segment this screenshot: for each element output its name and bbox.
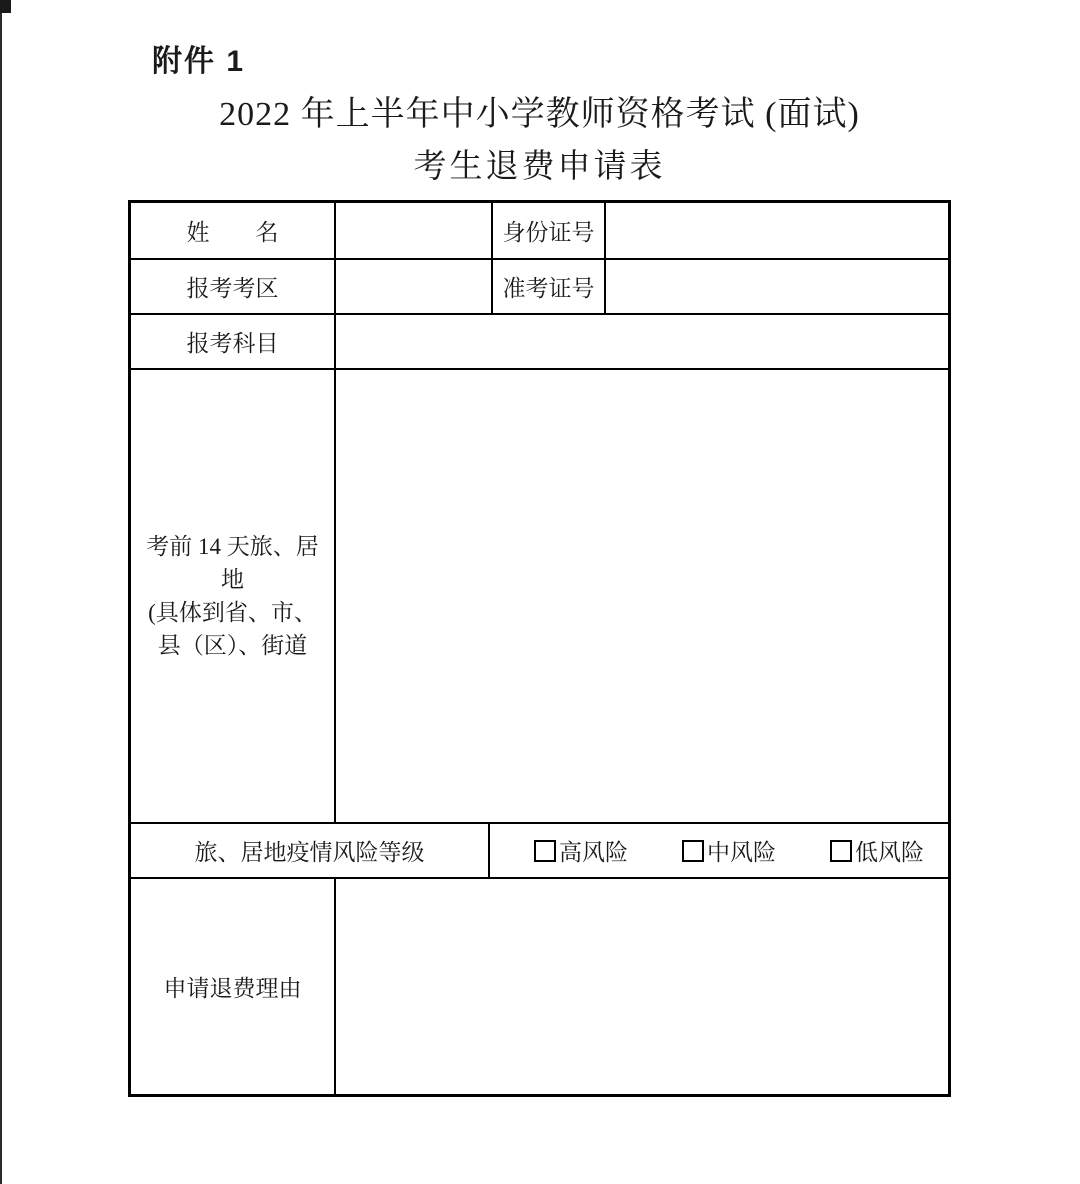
- risk-level-label: 旅、居地疫情风险等级: [131, 824, 490, 877]
- high-risk-checkbox-icon[interactable]: [534, 840, 556, 862]
- medium-risk-option[interactable]: [682, 834, 776, 867]
- document-title-line2: 考生退费申请表: [413, 149, 666, 185]
- exam-district-label: 报考考区: [131, 260, 336, 313]
- table-row-district-ticket: [131, 260, 948, 315]
- travel-history-label-line2: (具体到省、市、: [148, 600, 317, 625]
- admission-ticket-value-cell[interactable]: [606, 260, 948, 313]
- scan-corner-artifact: [0, 0, 11, 13]
- high-risk-option[interactable]: [534, 834, 628, 867]
- table-row-risk-level: [131, 824, 948, 879]
- low-risk-option[interactable]: [830, 834, 924, 867]
- exam-district-value-cell[interactable]: [336, 260, 493, 313]
- table-row-subject: [131, 315, 948, 370]
- table-row-refund-reason: [131, 879, 948, 1094]
- medium-risk-label: 中风险: [707, 840, 776, 865]
- exam-subject-label: 报考科目: [131, 315, 336, 368]
- travel-history-value-cell[interactable]: [336, 370, 948, 822]
- risk-options-cell: [490, 824, 948, 877]
- exam-subject-value-cell[interactable]: [336, 315, 948, 368]
- scan-edge-artifact: [0, 0, 2, 1184]
- refund-application-table: [128, 200, 951, 1097]
- name-label: 姓 名: [131, 203, 336, 258]
- travel-history-label-line3: 县（区）、街道: [157, 633, 308, 658]
- low-risk-label: 低风险: [855, 840, 924, 865]
- refund-reason-label: 申请退费理由: [131, 879, 336, 1094]
- table-row-travel-history: [131, 370, 948, 824]
- low-risk-checkbox-icon[interactable]: [830, 840, 852, 862]
- id-number-value-cell[interactable]: [606, 203, 948, 258]
- document-title-line1: 2022 年上半年中小学教师资格考试 (面试): [219, 96, 860, 133]
- id-number-label: 身份证号: [493, 203, 606, 258]
- medium-risk-checkbox-icon[interactable]: [682, 840, 704, 862]
- admission-ticket-label: 准考证号: [493, 260, 606, 313]
- high-risk-label: 高风险: [559, 840, 628, 865]
- travel-history-label-line1: 考前 14 天旅、居地: [146, 534, 319, 592]
- travel-history-label: [131, 370, 336, 822]
- attachment-label: 附件 1: [152, 45, 246, 78]
- name-value-cell[interactable]: [336, 203, 493, 258]
- refund-reason-value-cell[interactable]: [336, 879, 948, 1094]
- table-row-name-id: [131, 203, 948, 260]
